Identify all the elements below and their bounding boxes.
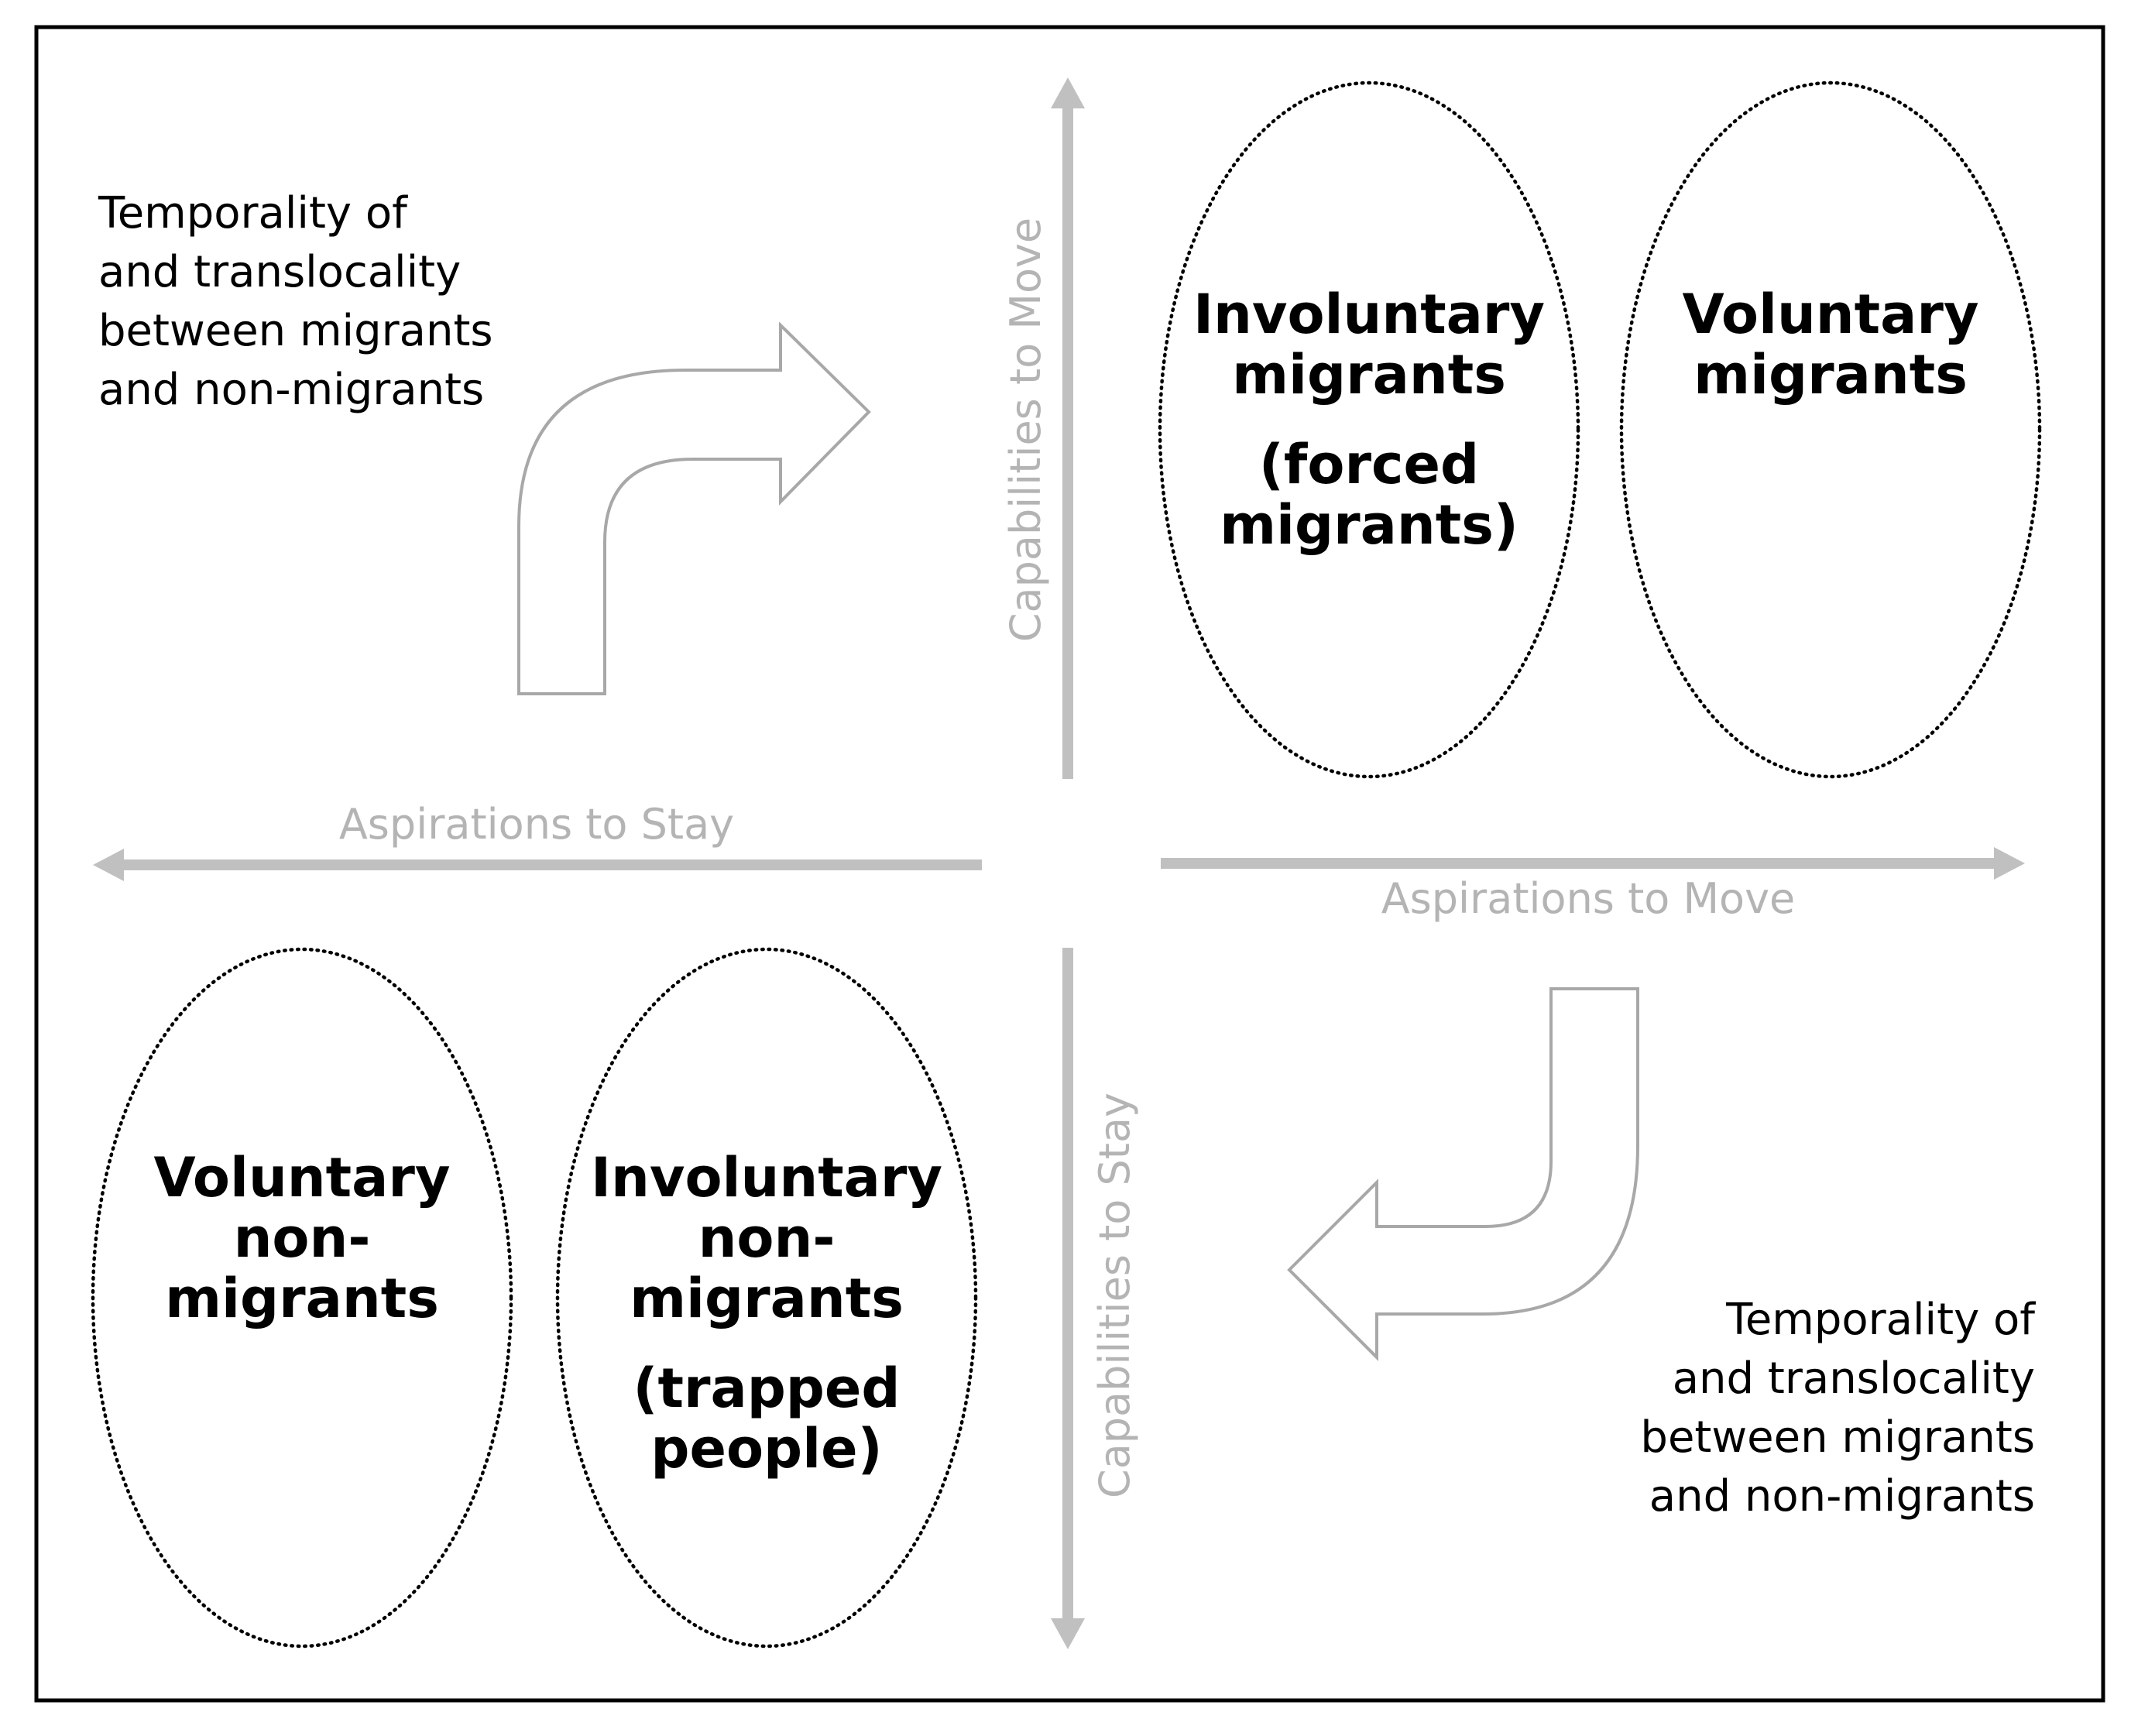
category-line: (trapped	[633, 1357, 901, 1420]
category-line: Involuntary	[590, 1146, 943, 1209]
note-line: and non-migrants	[1649, 1471, 2035, 1522]
note-line: and translocality	[1672, 1353, 2035, 1404]
category-line: (forced	[1258, 433, 1480, 496]
category-line: Voluntary	[153, 1146, 451, 1209]
category-line: migrants	[630, 1267, 904, 1330]
category-line: migrants	[1232, 343, 1506, 407]
note-line: Temporality of	[1726, 1295, 2035, 1345]
category-line: Involuntary	[1192, 283, 1546, 346]
category-line: migrants	[1693, 343, 1968, 407]
note-line: between migrants	[98, 306, 493, 356]
aspirations-to-move-label: Aspirations to Move	[1381, 874, 1796, 923]
note-line: and non-migrants	[98, 365, 485, 415]
category-line: non-	[233, 1206, 371, 1270]
note-line: Temporality of	[98, 188, 407, 238]
category-line: migrants	[165, 1267, 439, 1330]
capabilities-to-stay-label: Capabilities to Stay	[1090, 1092, 1139, 1499]
category-line: migrants)	[1220, 493, 1518, 557]
category-line: non-	[698, 1206, 836, 1270]
note-line: and translocality	[98, 247, 462, 297]
note-line: between migrants	[1640, 1412, 2035, 1463]
category-line: Voluntary	[1682, 283, 1979, 346]
aspirations-to-stay-label: Aspirations to Stay	[338, 800, 735, 849]
category-line: people)	[650, 1417, 883, 1480]
capabilities-to-move-label: Capabilities to Move	[1001, 217, 1050, 643]
